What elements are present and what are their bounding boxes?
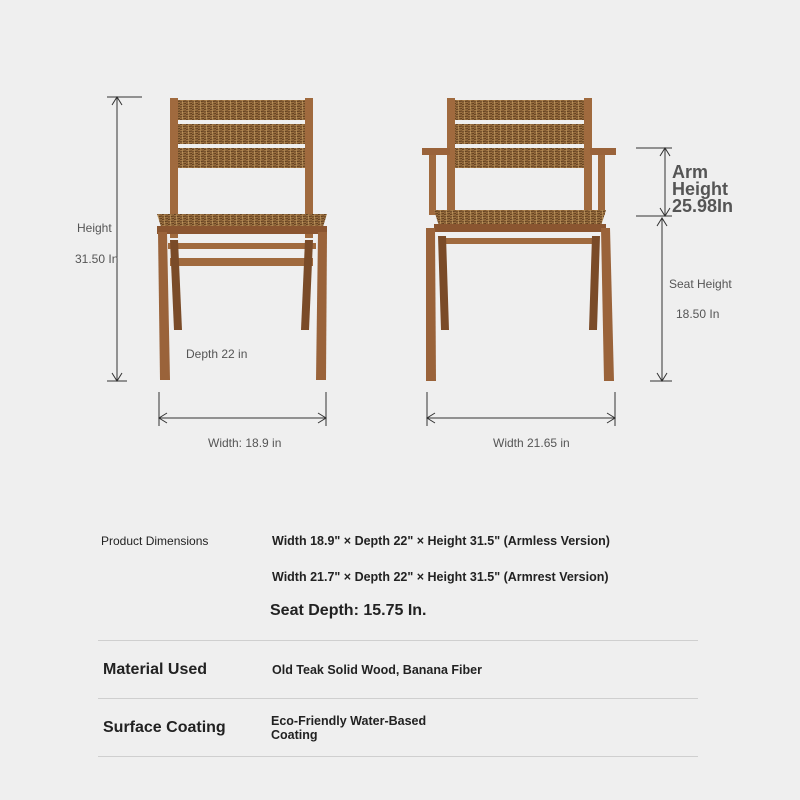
divider <box>98 756 698 757</box>
coating-label: Surface Coating <box>103 719 226 736</box>
armrest <box>590 148 616 155</box>
back-slat <box>178 100 305 120</box>
back-slat <box>455 124 584 144</box>
seat-height-value: 18.50 In <box>676 307 720 321</box>
depth-label: Depth 22 in <box>186 347 248 361</box>
seat-height-dimension <box>650 218 672 381</box>
back-slat <box>178 124 305 144</box>
height-dimension <box>107 97 142 381</box>
back-slat <box>455 148 584 168</box>
arm-height-line: 25.98In <box>672 196 734 216</box>
back-slat <box>455 100 584 120</box>
back-slat <box>178 148 305 168</box>
seat-depth: Seat Depth: 15.75 In. <box>270 602 427 619</box>
width-dimension-armless <box>159 392 326 426</box>
armrest <box>422 148 450 155</box>
armless-dimensions: Width 18.9" × Depth 22" × Height 31.5" (Armless Version) <box>272 534 610 548</box>
width-armless-label: Width: 18.9 in <box>208 436 282 450</box>
seat-height-label: Seat Height <box>669 277 732 291</box>
armrest-chair <box>422 98 616 381</box>
height-label: Height <box>77 221 112 235</box>
width-dimension-armrest <box>427 392 615 426</box>
seat <box>434 210 606 226</box>
material-label: Material Used <box>103 661 208 678</box>
arm-height-label <box>672 164 733 215</box>
arm-height-line: Arm <box>672 162 709 182</box>
product-dimensions-label: Product Dimensions <box>101 534 209 548</box>
material-value: Old Teak Solid Wood, Banana Fiber <box>272 663 482 677</box>
coating-value: Eco-Friendly Water-Based Coating <box>271 714 427 742</box>
divider <box>98 640 698 641</box>
arm-height-line: Height <box>672 179 728 199</box>
armless-chair <box>157 98 327 380</box>
arm-height-dimension <box>636 148 672 216</box>
divider <box>98 698 698 699</box>
height-value: 31.50 In <box>75 252 119 266</box>
armrest-dimensions: Width 21.7" × Depth 22" × Height 31.5" (Armrest Version) <box>272 570 609 584</box>
width-armrest-label: Width 21.65 in <box>493 436 570 450</box>
